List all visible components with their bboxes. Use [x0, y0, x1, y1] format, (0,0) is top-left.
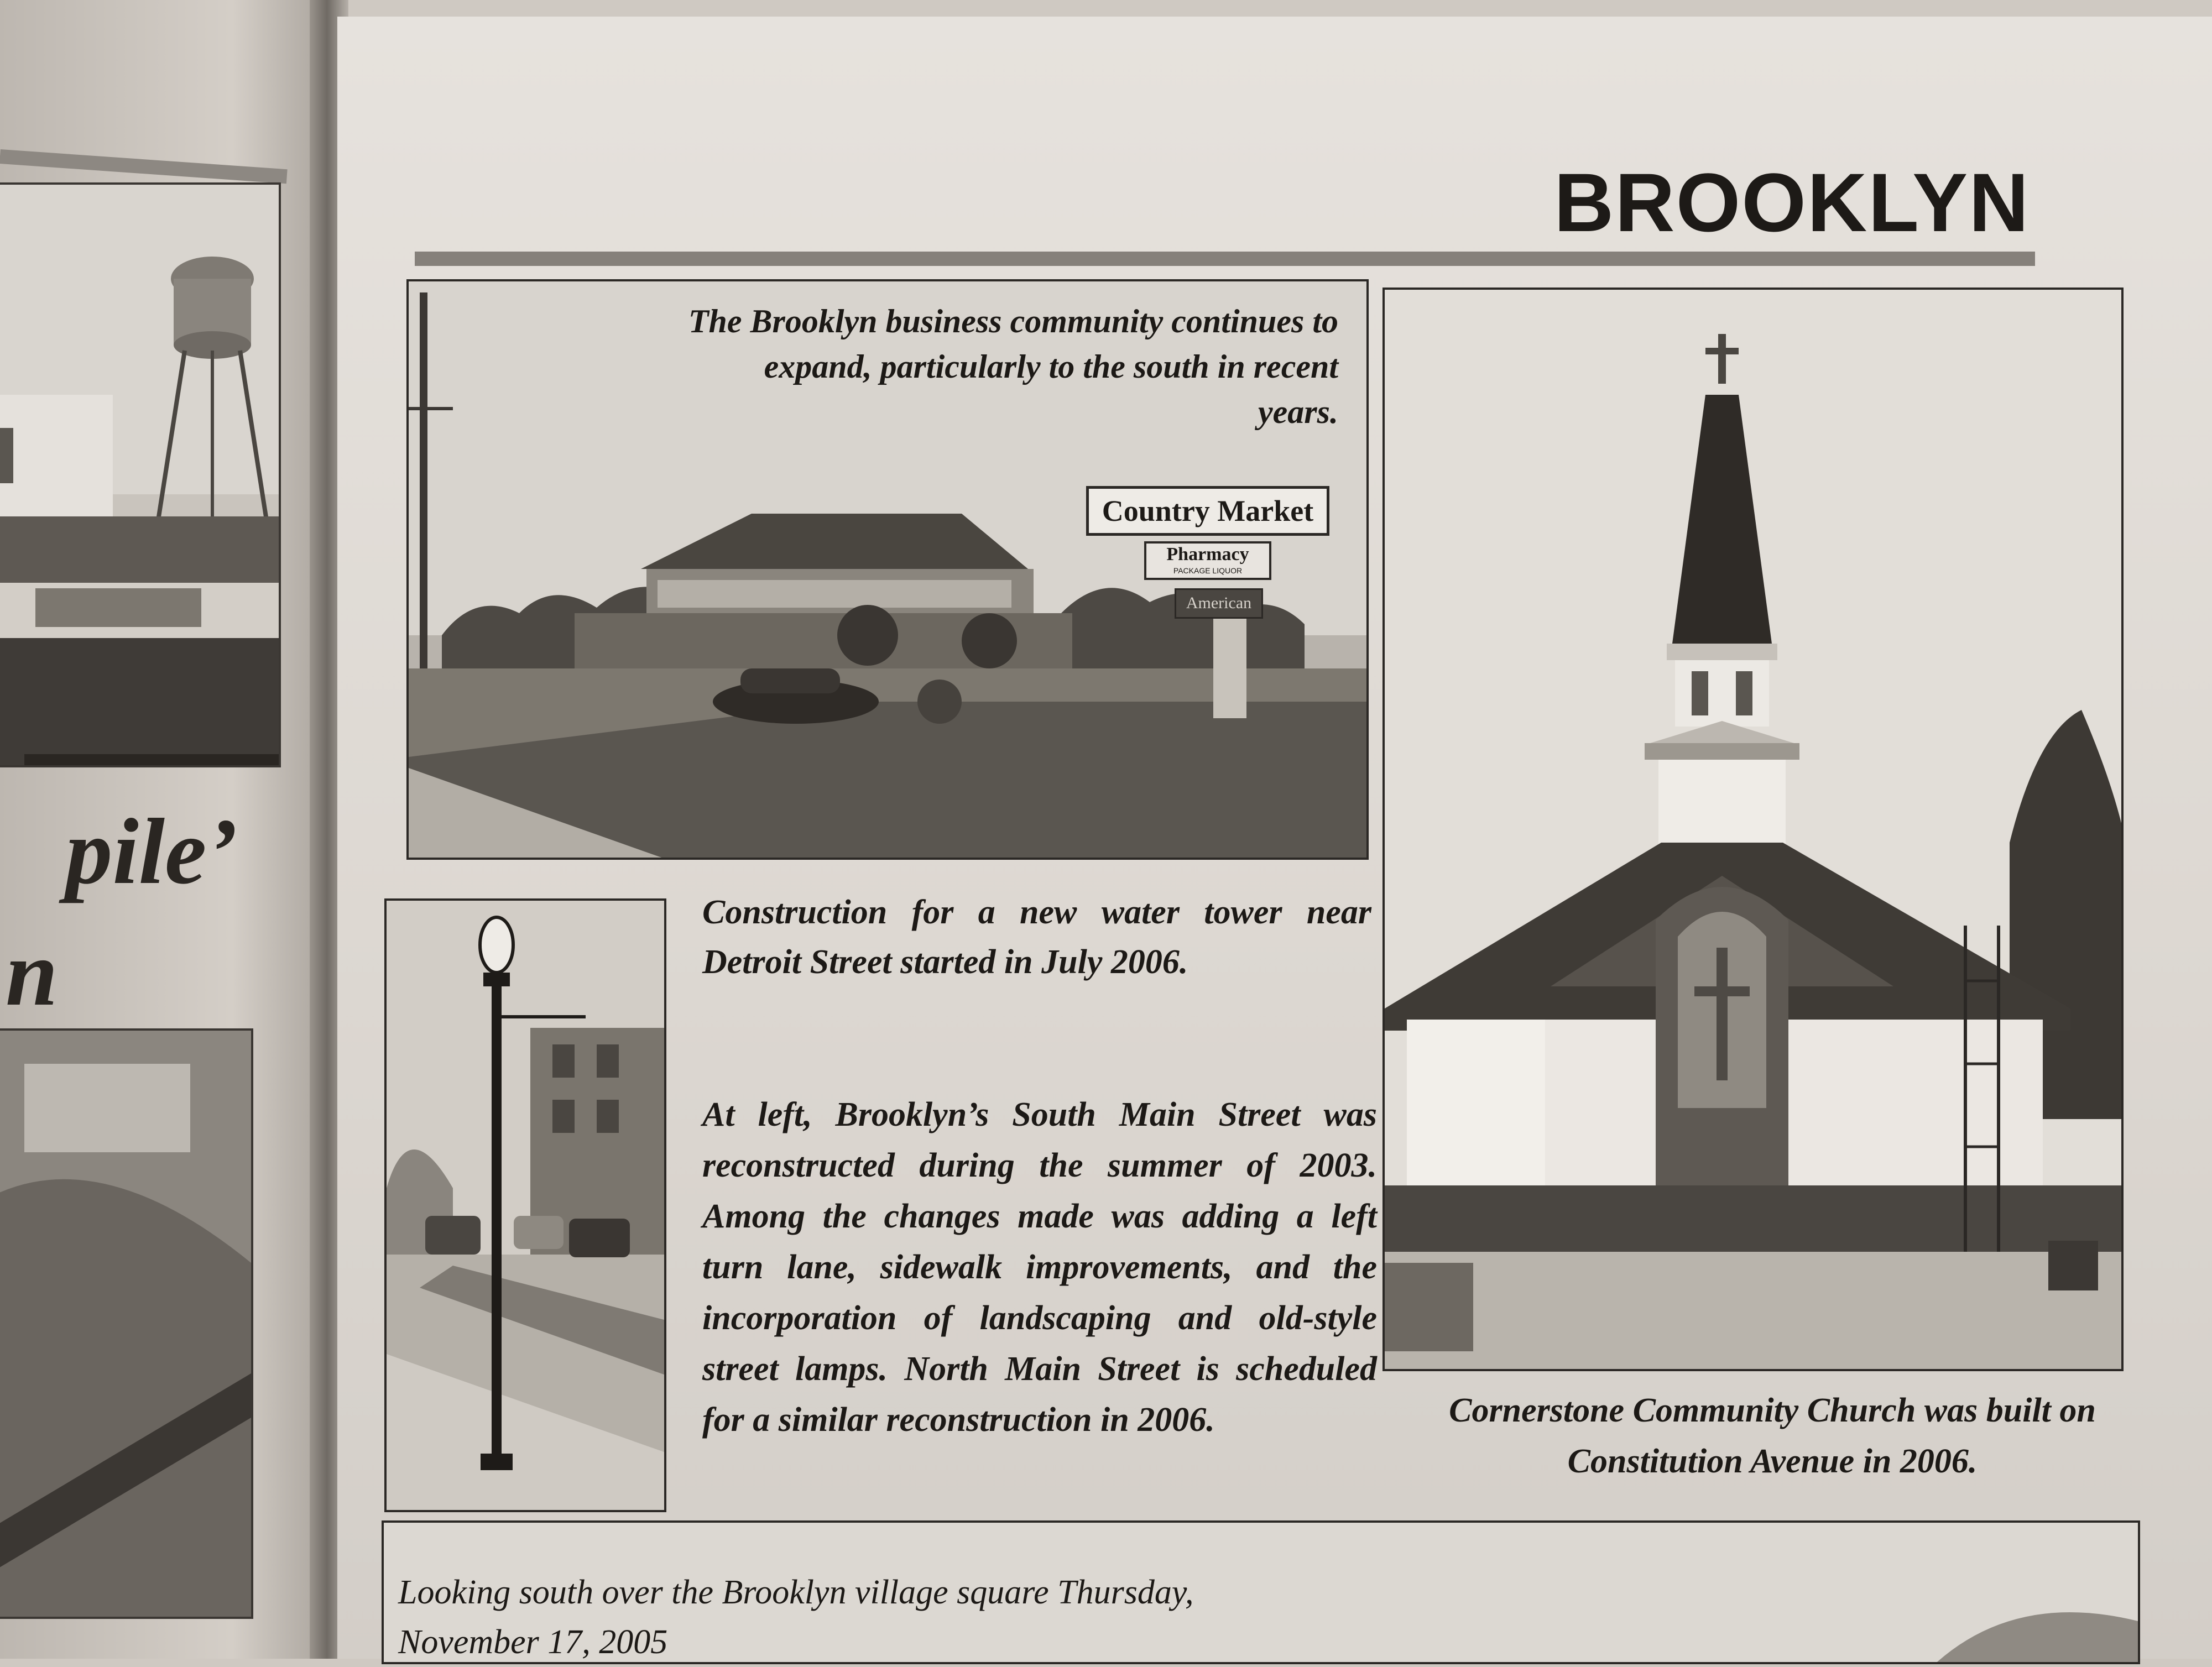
pharmacy-sign-label: Pharmacy: [1166, 544, 1249, 565]
left-page-photo-bottom: [0, 1028, 253, 1619]
village-square-caption: Looking south over the Brooklyn village square Thursday, November 17, 2005: [398, 1574, 1194, 1661]
pharmacy-sign: [1144, 541, 1271, 580]
title-rule: [415, 252, 2035, 266]
left-page-headline-line2: n: [6, 921, 58, 1025]
church-caption: Cornerstone Community Church was built on Constitution Avenue in 2006.: [1449, 1392, 2096, 1480]
left-page-photo-water-tower: [0, 182, 281, 767]
water-tower-caption: Construction for a new water tower near Detroit Street started in July 2006.: [702, 893, 1371, 981]
cornerstone-church-photo: [1383, 288, 2124, 1371]
package-liquor-label: PACKAGE LIQUOR: [1173, 566, 1243, 575]
south-main-street-photo: [384, 898, 666, 1512]
south-main-street-caption: At left, Brooklyn’s South Main Street was reconstructed during the summer of 2003. Among the changes made was adding a left turn lane, sidewalk improvements, and the incorporation of landscaping and old-style street lamps. North Main Street is scheduled for a similar reconstruction in 2006.: [702, 1096, 1377, 1439]
country-market-sign: Country Market: [1086, 486, 1329, 536]
business-caption: The Brooklyn business community continues to expand, particularly to the south in recent years.: [688, 303, 1338, 430]
left-page-headline: [6, 791, 238, 1034]
page-title: BROOKLYN: [1554, 156, 2030, 249]
american-sign: American: [1175, 588, 1263, 619]
left-page-headline-line1: pile’: [65, 799, 238, 903]
left-page: [0, 0, 332, 1659]
left-page-rule: [0, 149, 288, 184]
